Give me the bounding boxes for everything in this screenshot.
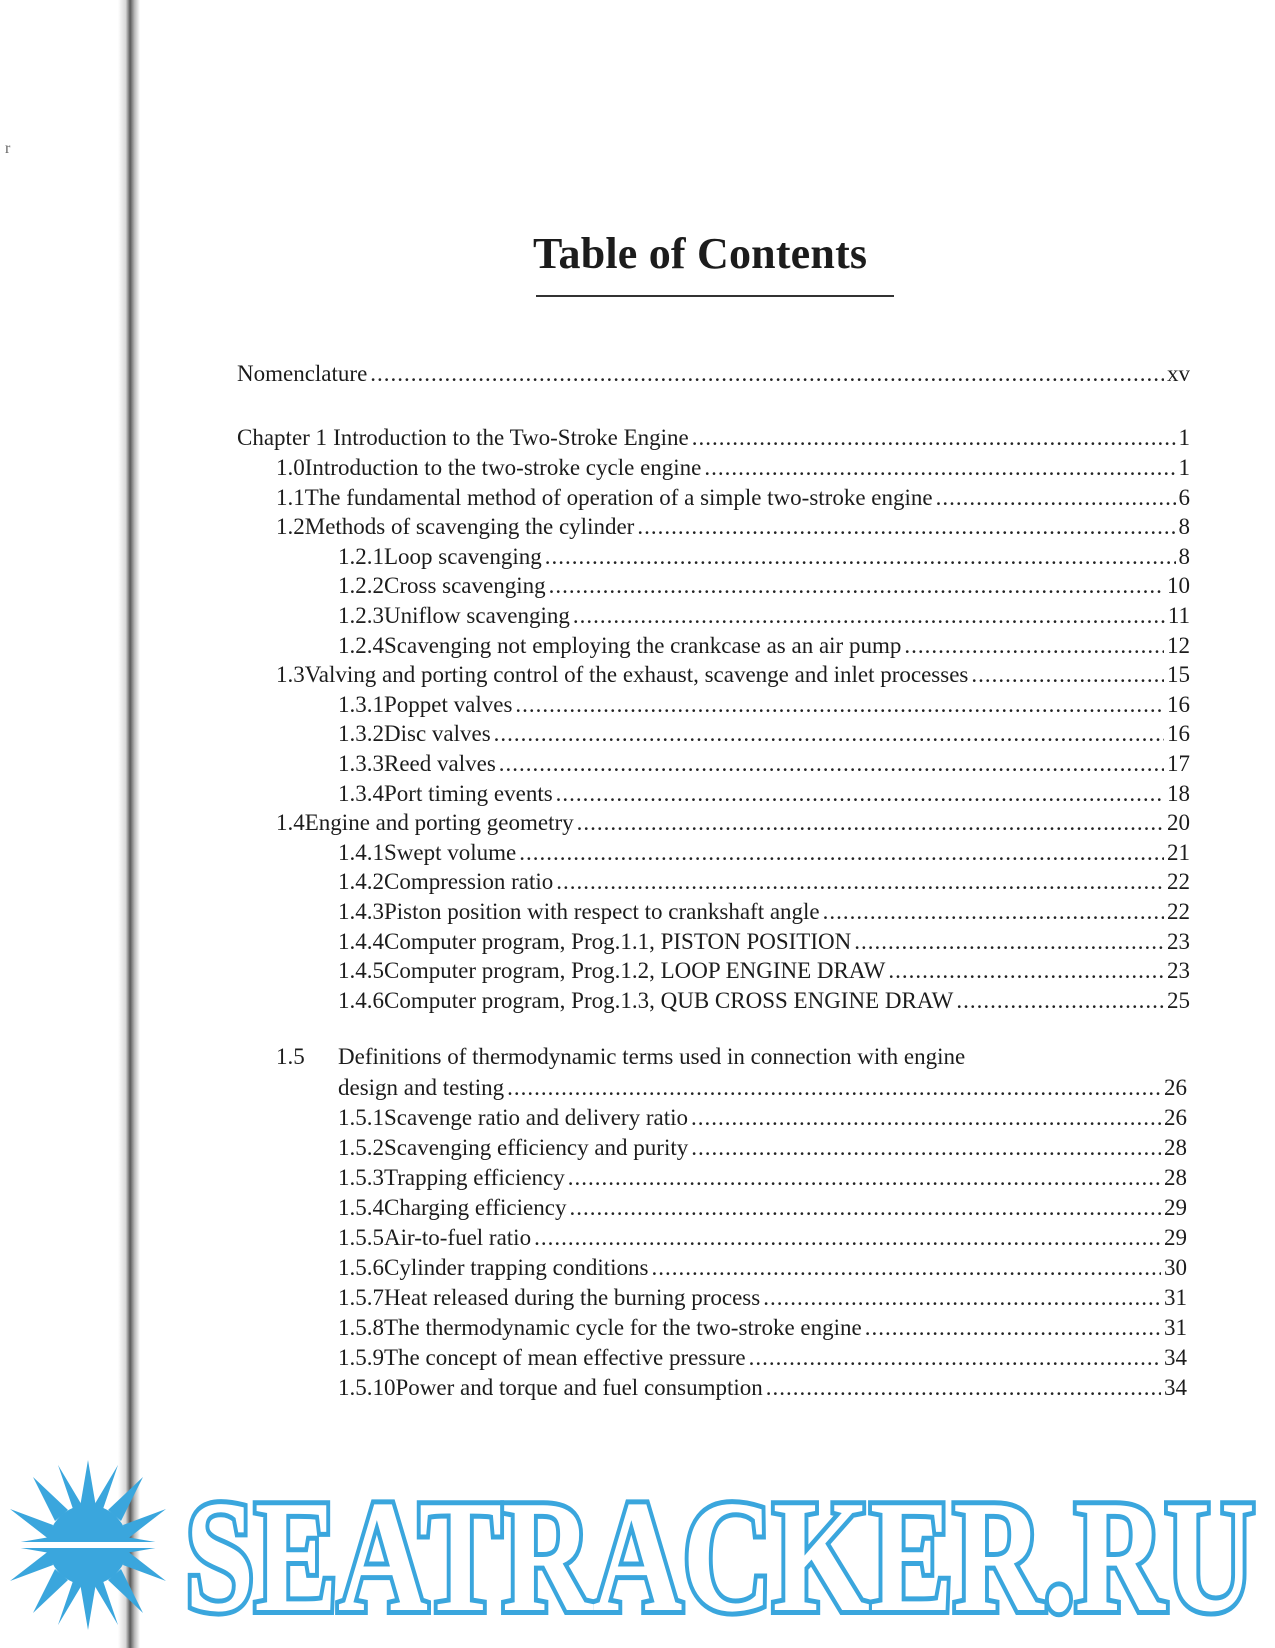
dot-leader bbox=[545, 543, 1176, 571]
dot-leader bbox=[956, 987, 1164, 1015]
dot-leader bbox=[749, 1344, 1161, 1372]
toc-page-number: 18 bbox=[1167, 781, 1190, 806]
toc-entry-number: 1.4.6 bbox=[338, 988, 384, 1013]
toc-entry-number: 1.4.4 bbox=[338, 929, 384, 954]
dot-leader bbox=[515, 691, 1164, 719]
toc-entry[interactable] bbox=[338, 928, 1190, 956]
toc-entry[interactable] bbox=[338, 1374, 1187, 1402]
toc-page-number: 12 bbox=[1167, 633, 1190, 658]
watermark-text: SEATRACKER.RU bbox=[185, 1467, 1255, 1630]
margin-mark: r bbox=[5, 140, 11, 157]
toc-page-number: 16 bbox=[1167, 692, 1190, 717]
page-title: Table of Contents bbox=[533, 229, 868, 278]
toc-entry-number: 1.3.2 bbox=[338, 721, 384, 746]
toc-entry-1-5-line2[interactable] bbox=[338, 1074, 1187, 1102]
toc-entry-number: 1.2 bbox=[276, 514, 305, 539]
toc-entry-number: 1.5.5 bbox=[338, 1225, 384, 1250]
dot-leader bbox=[499, 750, 1164, 778]
toc-page-number: 11 bbox=[1167, 603, 1190, 628]
toc-page-number: 28 bbox=[1164, 1135, 1187, 1160]
toc-entry-text: The fundamental method of operation of a simple two-stroke engine bbox=[304, 485, 933, 510]
toc-entry-text: Engine and porting geometry bbox=[304, 810, 574, 835]
toc-entry[interactable] bbox=[276, 809, 1190, 837]
toc-entry-text: Heat released during the burning process bbox=[384, 1285, 761, 1310]
toc-page-number: 1 bbox=[1178, 455, 1190, 480]
toc-entry-text: Poppet valves bbox=[384, 692, 513, 717]
toc-entry-text: Methods of scavenging the cylinder bbox=[304, 514, 635, 539]
toc-page-number: 15 bbox=[1167, 662, 1190, 687]
toc-entry-number: 1.1 bbox=[276, 485, 305, 510]
toc-entry[interactable] bbox=[338, 720, 1190, 748]
toc-entry-number: 1.5.4 bbox=[338, 1195, 384, 1220]
toc-entry-number: 1.5.6 bbox=[338, 1255, 384, 1280]
toc-entry-text: Computer program, Prog.1.3, QUB CROSS ENGINE DRAW bbox=[384, 988, 954, 1013]
book-binding-shadow bbox=[118, 0, 140, 1648]
toc-entry-text: The concept of mean effective pressure bbox=[384, 1345, 746, 1370]
toc-entry-text: Disc valves bbox=[384, 721, 491, 746]
toc-page-number: 31 bbox=[1164, 1315, 1187, 1340]
toc-page-number: 17 bbox=[1167, 751, 1190, 776]
toc-entry[interactable] bbox=[338, 957, 1190, 985]
toc-entry[interactable] bbox=[338, 543, 1190, 571]
dot-leader bbox=[370, 360, 1164, 388]
toc-entry-number: 1.3 bbox=[276, 662, 305, 687]
toc-entry[interactable] bbox=[338, 1164, 1187, 1192]
toc-entry-chapter-1[interactable] bbox=[237, 424, 1190, 452]
toc-entry[interactable] bbox=[276, 661, 1190, 689]
toc-page-number: 25 bbox=[1167, 988, 1190, 1013]
toc-entry-number: 1.3.4 bbox=[338, 781, 384, 806]
toc-entry[interactable] bbox=[338, 1344, 1187, 1372]
dot-leader bbox=[519, 839, 1164, 867]
toc-entry-text: Scavenge ratio and delivery ratio bbox=[384, 1105, 688, 1130]
toc-page-number: 1 bbox=[1178, 425, 1190, 450]
toc-entry-text: Computer program, Prog.1.2, LOOP ENGINE DRAW bbox=[384, 958, 886, 983]
toc-entry-number: 1.5.2 bbox=[338, 1135, 384, 1160]
toc-page-number: 22 bbox=[1167, 869, 1190, 894]
toc-page-number: xv bbox=[1167, 361, 1190, 386]
dot-leader bbox=[507, 1074, 1161, 1102]
toc-page-number: 34 bbox=[1164, 1345, 1187, 1370]
toc-entry[interactable] bbox=[338, 1314, 1187, 1342]
toc-entry-number: 1.5.8 bbox=[338, 1315, 384, 1340]
toc-entry-number: 1.4.1 bbox=[338, 840, 384, 865]
toc-page-number: 29 bbox=[1164, 1195, 1187, 1220]
toc-page-number: 20 bbox=[1167, 810, 1190, 835]
toc-entry-number: 1.5.10 bbox=[338, 1375, 396, 1400]
dot-leader bbox=[691, 1134, 1161, 1162]
toc-entry[interactable] bbox=[338, 572, 1190, 600]
toc-entry[interactable] bbox=[338, 1104, 1187, 1132]
toc-entry-text: Port timing events bbox=[384, 781, 553, 806]
toc-entry-text: Computer program, Prog.1.1, PISTON POSITION bbox=[384, 929, 852, 954]
title-underline bbox=[536, 295, 894, 297]
toc-page-number: 34 bbox=[1164, 1375, 1187, 1400]
toc-entry-1-5-line1[interactable] bbox=[276, 1043, 965, 1071]
toc-entry-text: Cross scavenging bbox=[384, 573, 546, 598]
toc-entry-text: Uniflow scavenging bbox=[384, 603, 570, 628]
toc-entry-number: 1.2.4 bbox=[338, 633, 384, 658]
toc-entry[interactable] bbox=[338, 1194, 1187, 1222]
sun-burst-icon bbox=[0, 1460, 178, 1630]
toc-entry-text: Cylinder trapping conditions bbox=[384, 1255, 649, 1280]
chapter-title: Introduction to the Two-Stroke Engine bbox=[333, 425, 689, 450]
toc-entry[interactable] bbox=[338, 1224, 1187, 1252]
toc-entry-text: Valving and porting control of the exhaust, scavenge and inlet processes bbox=[304, 662, 969, 687]
toc-entry-nomenclature[interactable] bbox=[237, 360, 1190, 388]
dot-leader bbox=[888, 957, 1164, 985]
toc-page-number: 23 bbox=[1167, 929, 1190, 954]
toc-page-number: 26 bbox=[1164, 1105, 1187, 1130]
toc-entry-text: Reed valves bbox=[384, 751, 496, 776]
toc-entry[interactable] bbox=[276, 484, 1190, 512]
toc-entry-text: design and testing bbox=[338, 1075, 505, 1100]
toc-entry[interactable] bbox=[338, 602, 1190, 630]
toc-page-number: 21 bbox=[1167, 840, 1190, 865]
toc-entry-number: 1.4.2 bbox=[338, 869, 384, 894]
toc-entry-text: Scavenging not employing the crankcase as an air pump bbox=[384, 633, 902, 658]
toc-entry-number: 1.5.9 bbox=[338, 1345, 384, 1370]
dot-leader bbox=[577, 809, 1164, 837]
dot-leader bbox=[556, 868, 1164, 896]
toc-entry-number: 1.5 bbox=[276, 1044, 305, 1069]
toc-entry-text: Swept volume bbox=[384, 840, 517, 865]
dot-leader bbox=[854, 928, 1164, 956]
toc-entry[interactable] bbox=[338, 750, 1190, 778]
dot-leader bbox=[568, 1164, 1161, 1192]
dot-leader bbox=[692, 424, 1176, 452]
toc-entry[interactable] bbox=[338, 839, 1190, 867]
toc-entry[interactable] bbox=[338, 868, 1190, 896]
toc-entry-label: Nomenclature bbox=[237, 361, 368, 386]
toc-entry-text: Scavenging efficiency and purity bbox=[384, 1135, 689, 1160]
dot-leader bbox=[494, 720, 1164, 748]
dot-leader bbox=[651, 1254, 1161, 1282]
toc-entry-text: Definitions of thermodynamic terms used in connection with engine bbox=[338, 1044, 966, 1069]
toc-page-number: 6 bbox=[1178, 485, 1190, 510]
dot-leader bbox=[556, 780, 1164, 808]
dot-leader bbox=[823, 898, 1164, 926]
toc-entry[interactable] bbox=[276, 454, 1190, 482]
toc-page-number: 23 bbox=[1167, 958, 1190, 983]
toc-entry[interactable] bbox=[338, 632, 1190, 660]
toc-entry[interactable] bbox=[338, 898, 1190, 926]
toc-entry-text: The thermodynamic cycle for the two-stroke engine bbox=[384, 1315, 862, 1340]
toc-entry-number: 1.2.3 bbox=[338, 603, 384, 628]
toc-page-number: 8 bbox=[1178, 514, 1190, 539]
toc-entry[interactable] bbox=[338, 987, 1190, 1015]
dot-leader bbox=[549, 572, 1164, 600]
dot-leader bbox=[534, 1224, 1161, 1252]
dot-leader bbox=[569, 1194, 1161, 1222]
toc-page-number: 29 bbox=[1164, 1225, 1187, 1250]
toc-page-number: 10 bbox=[1167, 573, 1190, 598]
toc-entry-text: Air-to-fuel ratio bbox=[384, 1225, 532, 1250]
toc-entry-number: 1.2.1 bbox=[338, 544, 384, 569]
toc-entry[interactable] bbox=[338, 1284, 1187, 1312]
toc-entry-text: Piston position with respect to crankshaft angle bbox=[384, 899, 820, 924]
toc-entry-number: 1.0 bbox=[276, 455, 305, 480]
toc-page-number: 26 bbox=[1164, 1075, 1187, 1100]
toc-entry[interactable] bbox=[338, 691, 1190, 719]
toc-entry[interactable] bbox=[338, 780, 1190, 808]
toc-entry-text: Trapping efficiency bbox=[384, 1165, 565, 1190]
dot-leader bbox=[637, 513, 1175, 541]
toc-page-number: 8 bbox=[1178, 544, 1190, 569]
dot-leader bbox=[865, 1314, 1161, 1342]
toc-page-number: 22 bbox=[1167, 899, 1190, 924]
toc-entry-number: 1.5.3 bbox=[338, 1165, 384, 1190]
dot-leader bbox=[691, 1104, 1161, 1132]
toc-entry-number: 1.5.1 bbox=[338, 1105, 384, 1130]
toc-page-number: 31 bbox=[1164, 1285, 1187, 1310]
toc-page-number: 28 bbox=[1164, 1165, 1187, 1190]
dot-leader bbox=[904, 632, 1164, 660]
dot-leader bbox=[573, 602, 1165, 630]
dot-leader bbox=[971, 661, 1164, 689]
toc-entry[interactable] bbox=[338, 1254, 1187, 1282]
toc-entry-text: Introduction to the two-stroke cycle engine bbox=[304, 455, 702, 480]
toc-entry-number: 1.4.3 bbox=[338, 899, 384, 924]
dot-leader bbox=[766, 1374, 1161, 1402]
toc-entry[interactable] bbox=[276, 513, 1190, 541]
dot-leader bbox=[763, 1284, 1161, 1312]
toc-entry-number: 1.3.1 bbox=[338, 692, 384, 717]
toc-entry-text: Power and torque and fuel consumption bbox=[395, 1375, 763, 1400]
toc-entry[interactable] bbox=[338, 1134, 1187, 1162]
toc-entry-number: 1.2.2 bbox=[338, 573, 384, 598]
toc-entry-number: 1.4.5 bbox=[338, 958, 384, 983]
toc-entry-number: 1.5.7 bbox=[338, 1285, 384, 1310]
toc-entry-number: 1.4 bbox=[276, 810, 305, 835]
dot-leader bbox=[704, 454, 1175, 482]
toc-page-number: 30 bbox=[1164, 1255, 1187, 1280]
page-number: xi bbox=[695, 1543, 707, 1559]
toc-entry-text: Compression ratio bbox=[384, 869, 554, 894]
chapter-label: Chapter 1 bbox=[237, 425, 328, 450]
toc-entry-number: 1.3.3 bbox=[338, 751, 384, 776]
toc-entry-text: Charging efficiency bbox=[384, 1195, 567, 1220]
dot-leader bbox=[936, 484, 1176, 512]
watermark-logo bbox=[0, 1460, 1275, 1630]
toc-entry-text: Loop scavenging bbox=[384, 544, 542, 569]
toc-page-number: 16 bbox=[1167, 721, 1190, 746]
